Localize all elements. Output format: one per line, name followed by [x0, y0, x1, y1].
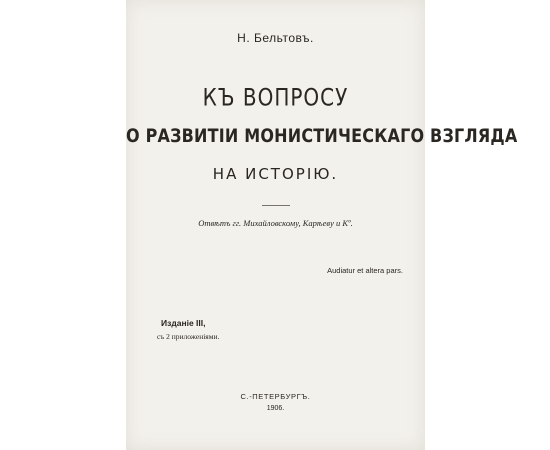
title-line-2: О РАЗВИТІИ МОНИСТИЧЕСКАГО ВЗГЛЯДА	[126, 124, 518, 147]
imprint-city: С.-ПЕТЕРБУРГЪ.	[240, 392, 311, 401]
title-line-3: НА ИСТОРІЮ.	[212, 165, 339, 183]
title-page	[126, 0, 518, 450]
title-divider	[262, 205, 290, 206]
edition-note: съ 2 приложеніями.	[157, 332, 220, 341]
epigraph: Audiatur et altera pars.	[327, 266, 403, 275]
title-line-1: КЪ ВОПРОСУ	[202, 82, 349, 112]
author-name: Н. Бельтовъ.	[237, 31, 314, 45]
edition-label: Изданіе III,	[161, 318, 206, 328]
subtitle: Отвѣтъ гг. Михайловскому, Карѣеву и Kº.	[198, 218, 353, 228]
imprint-year: 1906.	[266, 405, 285, 412]
